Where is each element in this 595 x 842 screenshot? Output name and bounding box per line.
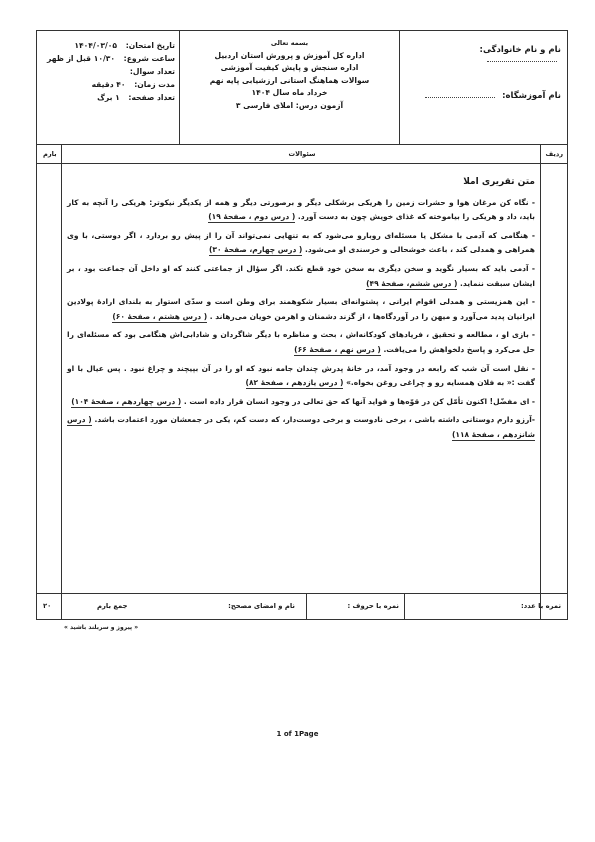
org-line-2: اداره سنجش و پایش کیفیت آموزشی bbox=[220, 63, 359, 73]
dictation-paragraph: - این همزیستی و همدلی اقوام ایرانی ، پشتوانه‌ای بسیار شکوهمند برای وطن است و سدّی استوار به بلندای ارادهٔ پولادین ایرانیان پدید می‌آورد و میهن را در آوردگاه‌ها ، از گزند دشمنان و اهرمن خویان می‌رهاند . ( درس هشتم ، صفحهٔ ۶۰) bbox=[67, 297, 535, 321]
dictation-paragraph: - آدمی باید که بسیار نگوید و سخن دیگری به سخن خود قطع نکند. اگر سؤال از جماعتی کنند که او داخل آن جماعت بود ، بر ایشان سبقت ننماید. ( درس ششم، صفحهٔ ۴۹) bbox=[67, 263, 535, 288]
question-count-row bbox=[37, 65, 175, 78]
page-count-label: تعداد صفحه: bbox=[128, 93, 175, 102]
footer-divider bbox=[306, 594, 307, 619]
lesson-reference: ( درس شانزدهم ، صفحهٔ ۱۱۸) bbox=[67, 415, 535, 439]
exam-date-row bbox=[37, 39, 175, 52]
question-count-label: تعداد سوال: bbox=[129, 67, 175, 76]
school-field[interactable] bbox=[425, 97, 495, 98]
start-time-row bbox=[37, 52, 175, 65]
lesson-reference: ( درس یازدهم ، صفحهٔ ۸۲) bbox=[245, 378, 344, 388]
dictation-paragraph: - نگاه کن مرغان هوا و حشرات زمین را هریکی برشکلی دیگر و برصورتی دیگر و همه از یکدیگر نیکوتر: هریکی را آنچه به کار باید، داد و هریکی را بیاموخته که غذای خویش چون به دست آورد. ( درس دوم ، صفحهٔ ۱۹) bbox=[67, 197, 535, 222]
footer-divider bbox=[61, 594, 62, 619]
lesson-reference: ( درس هشتم ، صفحهٔ ۶۰) bbox=[112, 311, 208, 321]
dictation-paragraph: - بازی او ، مطالعه و تحقیق ، فریادهای کودکانه‌اش ، بحث و مناظره با دیگر شاگردان و شادابی‌اش هنگامی بود که مسئله‌ای را حل می‌کرد و پاسخ دلخواهش را می‌یافت. ( درس نهم ، صفحهٔ ۶۶) bbox=[67, 330, 535, 354]
score-number-label: نمره با عدد: bbox=[521, 602, 561, 610]
dictation-paragraph: - نقل است آن شب که رابعه در وجود آمد، در خانهٔ پدرش چندان جامه نبود که او را در آن بپیچند و چراغ نبود . پس عیال با او گفت :« به فلان همسایه رو و چراغی روغن بخواه.» ( درس یازدهم ، صفحهٔ ۸۲) bbox=[67, 363, 535, 388]
column-header-bar bbox=[37, 145, 567, 164]
exam-title-block bbox=[179, 31, 399, 144]
school-row bbox=[405, 91, 561, 101]
row-number-divider bbox=[540, 145, 541, 619]
lesson-reference: ( درس چهارم، صفحهٔ ۳۰) bbox=[208, 245, 303, 255]
start-time-value: ۱۰/۳۰ قبل از ظهر bbox=[47, 54, 116, 63]
duration-value: ۴۰ دقیقه bbox=[91, 80, 126, 89]
total-score-label: جمع بارم bbox=[97, 602, 128, 610]
dictation-body bbox=[67, 175, 535, 447]
score-column-divider bbox=[61, 145, 62, 619]
student-name-row bbox=[405, 45, 561, 65]
exam-session: خرداد ماه سال ۱۴۰۴ bbox=[251, 88, 328, 98]
exam-title: سوالات هماهنگ استانی ارزشیابی پایه نهم bbox=[209, 75, 370, 85]
dictation-paragraph: -آرزو دارم دوستانی داشته باشی ، برخی نادوست و برخی دوست‌دار، که دست کم، یکی در جمعشان مورد اعتمادت باشد. ( درس شانزدهم ، صفحهٔ ۱۱۸) bbox=[67, 415, 535, 439]
student-name-label: نام و نام خانوادگی: bbox=[479, 45, 561, 55]
dictation-paragraph: - هنگامی که آدمی با مشکل یا مسئله‌ای روبارو می‌شود که به تنهایی نمی‌تواند آن را از پیش رو بردارد ، اگر دوستی، با وی همراهی و همدلی کند ، باعث خوشحالی و خرسندی او می‌شود. ( درس چهارم، صفحهٔ ۳۰) bbox=[67, 230, 535, 255]
exam-date-value: ۱۴۰۴/۰۳/۰۵ bbox=[74, 41, 118, 50]
exam-header bbox=[37, 31, 567, 145]
page-number: 1 of 1Page bbox=[276, 730, 319, 738]
closing-note: « پیروز و سربلند باشید » bbox=[64, 624, 139, 631]
page-count-row bbox=[37, 91, 175, 104]
lesson-reference: ( درس دوم ، صفحهٔ ۱۹) bbox=[208, 212, 296, 222]
lesson-reference: ( درس چهاردهم ، صفحهٔ ۱۰۴) bbox=[71, 396, 182, 406]
basmala: بسمه تعالی bbox=[270, 39, 309, 47]
score-footer bbox=[37, 593, 567, 619]
column-questions: سئوالات bbox=[288, 150, 316, 158]
duration-label: مدت زمان: bbox=[134, 80, 175, 89]
footer-divider bbox=[404, 594, 405, 619]
score-letters-label: نمره با حروف : bbox=[347, 602, 399, 610]
student-info bbox=[399, 31, 567, 144]
lesson-reference: ( درس ششم، صفحهٔ ۴۹) bbox=[366, 278, 458, 288]
start-time-label: ساعت شروع: bbox=[123, 54, 175, 63]
exam-date-label: تاریخ امتحان: bbox=[125, 41, 175, 50]
total-score-value: ۲۰ bbox=[43, 602, 52, 610]
student-name-field[interactable] bbox=[487, 61, 557, 62]
column-score: بارم bbox=[43, 150, 57, 158]
duration-row bbox=[37, 78, 175, 91]
school-label: نام آموزشگاه: bbox=[502, 91, 561, 101]
dictation-title: متن تقریری املا bbox=[463, 177, 535, 187]
exam-sheet bbox=[36, 30, 568, 620]
exam-subject: آزمون درس: املای فارسی ۳ bbox=[235, 100, 344, 110]
column-radif: ردیف bbox=[545, 150, 563, 158]
org-line-1: اداره کل آموزش و پرورش استان اردبیل bbox=[214, 50, 365, 60]
lesson-reference: ( درس نهم ، صفحهٔ ۶۶) bbox=[294, 344, 381, 354]
page-count-value: ۱ برگ bbox=[97, 93, 120, 102]
grader-label: نام و امضای مصحح: bbox=[228, 602, 295, 610]
dictation-paragraph: - ای مفضّل! اکنون تأمّل کن در قوّه‌ها و فواید آنها که حق تعالی در وجود انسان قرار داده است . ( درس چهاردهم ، صفحهٔ ۱۰۴) bbox=[71, 396, 535, 406]
exam-details bbox=[37, 31, 181, 144]
